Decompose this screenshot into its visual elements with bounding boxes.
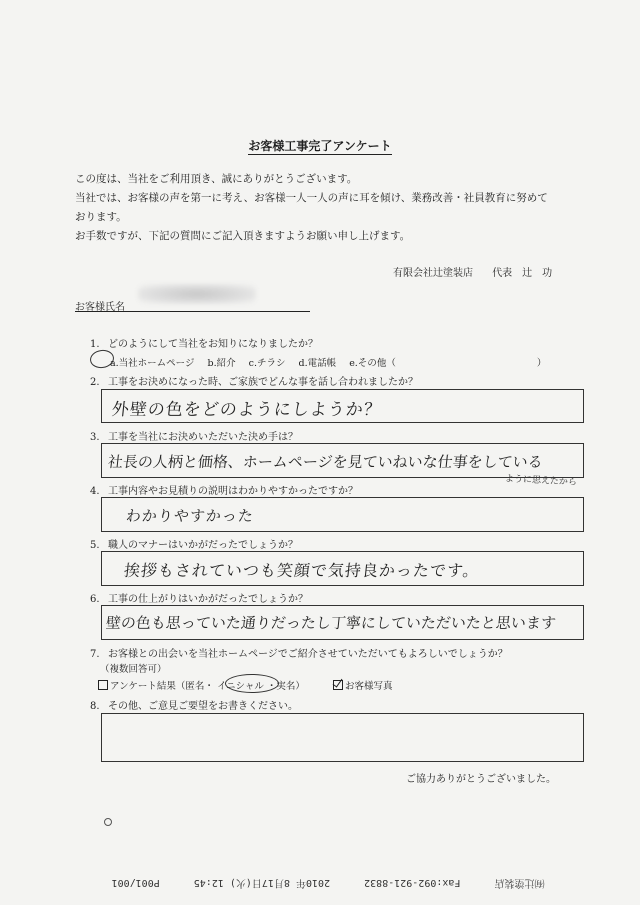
option-e-close: ） <box>536 358 547 369</box>
answer-2-handwriting: 外壁の色をどのようにしようか？ <box>110 400 383 420</box>
q7-survey-option: アンケート結果（匿名・ イニシャル ・実名） <box>98 678 305 692</box>
answer-3-note: ように思えたから <box>504 474 578 488</box>
question-1: 1. どのようにして当社をお知りになりましたか？ <box>90 339 318 350</box>
question-7: 7. お客様との出会いを当社ホームページでご紹介させていただいてもよろしいでしょうか？ <box>90 649 508 660</box>
company-name: 有限会社辻塗装店 <box>393 268 473 279</box>
fax-header-line: ㈲辻塗装店 Fax:092-921-8832 2010年 8月17日(火) 12:45 P001/001 <box>111 877 545 888</box>
answer-4-handwriting: わかりやすかった <box>125 507 255 525</box>
answer-box-8 <box>101 713 584 762</box>
customer-name-label: お客様氏名 <box>75 302 125 313</box>
answer-5-handwriting: 挨拶もされていつも笑顔で気持良かったです。 <box>122 561 481 580</box>
punch-hole-mark <box>104 818 112 826</box>
q7-multiple-answer-note: （複数回答可） <box>100 664 167 675</box>
question-3: 3. 工事を当社にお決めいただいた決め手は？ <box>90 432 298 443</box>
initial-option: イニシャル <box>216 681 264 692</box>
q1-options <box>110 355 556 369</box>
redacted-name-blur <box>138 284 256 304</box>
initial-selection-circle <box>225 674 279 693</box>
question-5: 5. 職人のマナーはいかがだったでしょうか？ <box>90 540 298 551</box>
option-e: e.その他（ <box>349 358 396 369</box>
question-6: 6. 工事の仕上がりはいかがだったでしょうか？ <box>90 594 308 605</box>
answer-3-handwriting: 社長の人柄と価格、ホームページを見ていねいな仕事をしている <box>107 453 544 471</box>
representative-name: 代表 辻 功 <box>492 268 553 279</box>
company-signature <box>393 264 568 279</box>
option-c: c.チラシ <box>248 358 286 369</box>
q7-photo-option: お客様写真 <box>333 678 393 692</box>
photo-checkbox <box>333 680 343 690</box>
survey-title: お客様工事完了アンケート <box>248 139 392 153</box>
customer-name-line <box>75 311 310 312</box>
question-4: 4. 工事内容やお見積りの説明はわかりやすかったですか？ <box>90 486 358 497</box>
survey-checkbox <box>98 680 108 690</box>
intro-text: この度は、当社をご利用頂き、誠にありがとうございます。 当社では、お客様の声を第一に考え、お客様一人一人の声に耳を傾け、業務改善・社員教育に努めて おります。 お手数ですが、下記の質問にご記入頂きますようお願い申し上げます。 <box>75 173 548 242</box>
thank-you-text: ご協力ありがとうございました。 <box>406 774 556 785</box>
question-8: 8. その他、ご意見ご要望をお書きください。 <box>90 701 298 712</box>
answer-6-handwriting: 壁の色も思っていた通りだったし丁寧にしていただいたと思います <box>105 614 557 632</box>
option-d: d.電話帳 <box>298 358 337 369</box>
option-b: b.紹介 <box>207 358 236 369</box>
option-a: a.当社ホームページ <box>110 358 195 369</box>
question-2: 2. 工事をお決めになった時、ご家族でどんな事を話し合われましたか？ <box>90 377 418 388</box>
